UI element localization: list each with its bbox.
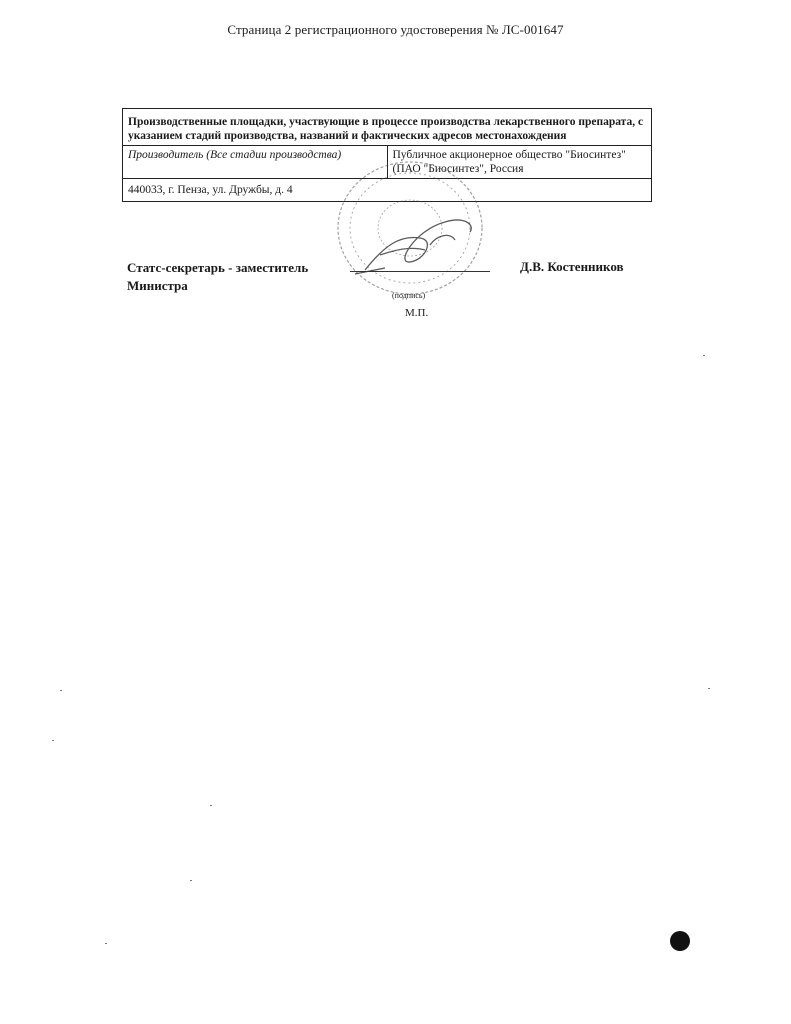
position-line-1: Статс-секретарь - заместитель xyxy=(127,260,309,275)
seal-place-mark: М.П. xyxy=(405,307,429,319)
page-header: Страница 2 регистрационного удостоверения № ЛС-001647 xyxy=(227,22,564,37)
table-heading: Производственные площадки, участвующие в процессе производства лекарственного препарата, с указанием стадий производства, названий и фактических адресов местонахождения xyxy=(123,109,652,146)
manufacturer-address: 440033, г. Пенза, ул. Дружбы, д. 4 xyxy=(123,179,652,202)
signature-scribble xyxy=(355,220,471,274)
seal-rings xyxy=(338,162,482,294)
signatory-name: Д.В. Костенников xyxy=(520,259,624,274)
signature-line xyxy=(350,271,490,272)
scan-speck xyxy=(708,688,710,689)
scan-speck xyxy=(703,355,705,356)
position-line-2: Министра xyxy=(127,278,188,293)
scan-speck xyxy=(190,880,192,881)
scan-speck xyxy=(60,690,62,691)
official-seal-stamp xyxy=(325,150,495,300)
scan-speck xyxy=(210,805,212,806)
manufacturer-organization: Публичное акционерное общество "Биосинтез" (ПАО "Биосинтез", Россия xyxy=(387,146,652,179)
manufacturer-role: Производитель (Все стадии производства) xyxy=(123,146,388,179)
signature-caption: (подпись) xyxy=(392,291,426,300)
scan-speck xyxy=(105,943,107,944)
table-heading-row xyxy=(123,109,652,146)
scan-mark-dot xyxy=(670,931,690,951)
scan-speck xyxy=(52,740,54,741)
signatory-position xyxy=(127,259,308,295)
